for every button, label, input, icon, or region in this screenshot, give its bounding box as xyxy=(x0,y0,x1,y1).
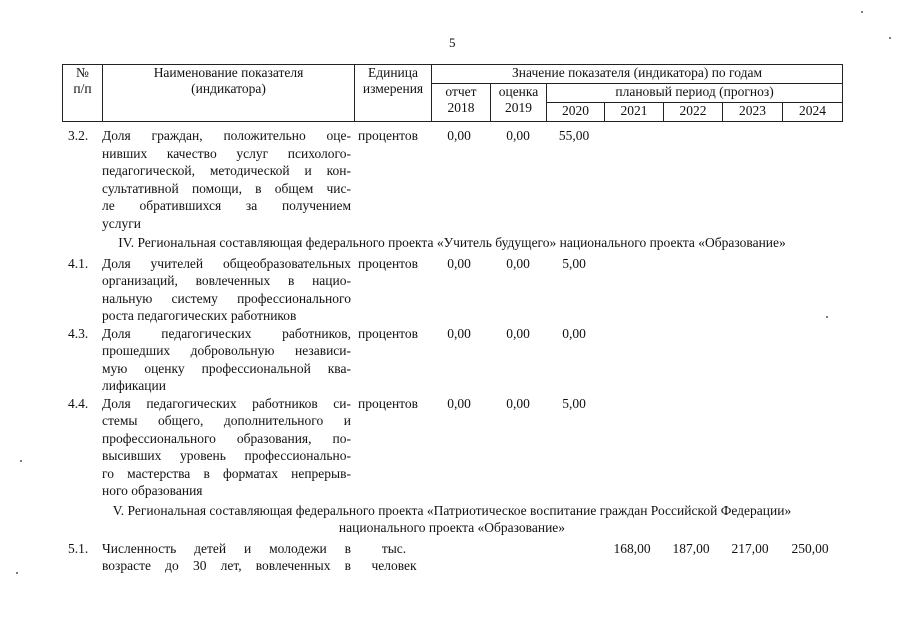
indicator-name xyxy=(102,255,351,325)
indicator-name-line: Численность детей и молодежи в xyxy=(102,540,351,556)
value-2023: 217,00 xyxy=(731,540,769,556)
indicator-table-header xyxy=(62,64,843,122)
indicator-row xyxy=(62,127,842,232)
value-2020: 55,00 xyxy=(558,128,590,143)
row-number: 5.1. xyxy=(68,540,89,556)
header-year: 2024 xyxy=(783,103,843,122)
page-number: 5 xyxy=(449,35,456,50)
header-report: отчет 2018 xyxy=(432,84,491,122)
header-year: 2021 xyxy=(605,103,664,122)
section-heading xyxy=(62,500,842,540)
scan-speck xyxy=(20,460,22,462)
indicator-name-line: прошедших добровольную независи- xyxy=(102,343,351,358)
header-year: 2022 xyxy=(664,103,723,122)
header-indicator-name: Наименование показателя (индикатора) xyxy=(103,65,355,122)
unit-line: тыс. xyxy=(381,540,407,556)
header-values-title: Значение показателя (индикатора) по годам xyxy=(432,65,843,84)
section-heading xyxy=(62,232,842,255)
indicator-name-line: лификации xyxy=(102,378,166,393)
indicator-name-line: услуги xyxy=(102,215,141,231)
unit-of-measure xyxy=(358,255,430,273)
indicator-name-line: Доля педагогических работников си- xyxy=(102,395,351,411)
indicator-name-line: сультативной помощи, в общем чис- xyxy=(102,180,351,196)
indicator-name-line: Доля граждан, положительно оце- xyxy=(102,128,351,143)
unit-line: человек xyxy=(371,558,417,573)
indicator-name xyxy=(102,395,351,500)
indicator-row xyxy=(62,325,842,395)
header-estimate: оценка 2019 xyxy=(491,84,547,122)
value-2019: 0,00 xyxy=(506,255,530,271)
unit-of-measure xyxy=(358,127,430,145)
indicator-name-line: организаций, вовлеченных в нацио- xyxy=(102,273,351,288)
scan-speck xyxy=(16,572,18,574)
indicator-name-line: го мастерства в форматах непрерыв- xyxy=(102,465,351,481)
indicator-name xyxy=(102,325,351,395)
unit-line: процентов xyxy=(358,325,419,341)
unit-of-measure xyxy=(358,540,430,575)
scan-speck xyxy=(861,11,863,13)
row-number: 4.1. xyxy=(68,255,89,271)
indicator-name xyxy=(102,540,351,575)
value-2021: 168,00 xyxy=(613,540,651,556)
indicator-name-line: роста педагогических работников xyxy=(102,308,297,323)
row-number: 3.2. xyxy=(68,128,89,143)
value-2024: 250,00 xyxy=(791,540,829,556)
header-plan-period: плановый период (прогноз) xyxy=(547,84,843,103)
indicator-name-line: нивших качество услуг психолого- xyxy=(102,145,351,161)
unit-line: процентов xyxy=(358,395,419,411)
indicator-name-line: профессионального образования, по- xyxy=(102,430,351,446)
indicator-name-line: ного образования xyxy=(102,483,203,498)
header-number: № п/п xyxy=(63,65,103,122)
unit-line: процентов xyxy=(358,128,419,143)
indicator-name-line: Доля педагогических работников, xyxy=(102,325,351,341)
header-year: 2023 xyxy=(723,103,783,122)
row-number: 4.4. xyxy=(68,395,89,411)
section-heading-line: национального проекта «Образование» xyxy=(338,520,566,535)
value-2019: 0,00 xyxy=(506,325,530,341)
scan-speck xyxy=(826,316,828,318)
unit-line: процентов xyxy=(358,255,419,271)
header-unit: Единица измерения xyxy=(355,65,432,122)
value-2019: 0,00 xyxy=(506,128,530,143)
indicator-row xyxy=(62,255,842,325)
value-2018: 0,00 xyxy=(447,395,471,411)
header-year: 2020 xyxy=(547,103,605,122)
value-2019: 0,00 xyxy=(506,395,530,411)
value-2020: 0,00 xyxy=(562,325,586,341)
indicator-name-line: Доля учителей общеобразовательных xyxy=(102,255,351,271)
section-heading-line: IV. Региональная составляющая федерального проекта «Учитель будущего» национального проекта «Образование» xyxy=(118,235,786,250)
indicator-table-body xyxy=(62,127,842,575)
indicator-name-line: высивших уровень профессионально- xyxy=(102,448,351,463)
unit-of-measure xyxy=(358,395,430,413)
indicator-name-line: мую оценку профессиональной ква- xyxy=(102,360,351,376)
section-heading-line: V. Региональная составляющая федерального проекта «Патриотическое воспитание граждан Российской Федерации» xyxy=(112,502,792,518)
unit-of-measure xyxy=(358,325,430,343)
indicator-name-line: педагогической, методической и кон- xyxy=(102,163,351,178)
indicator-name-line: ле обратившихся за получением xyxy=(102,198,351,213)
value-2022: 187,00 xyxy=(672,540,710,556)
indicator-name-line: нальную систему профессионального xyxy=(102,290,351,306)
indicator-name-line: стемы общего, дополнительного и xyxy=(102,413,351,428)
row-number: 4.3. xyxy=(68,325,89,341)
value-2018: 0,00 xyxy=(447,255,471,271)
value-2018: 0,00 xyxy=(447,325,471,341)
indicator-row xyxy=(62,540,842,575)
value-2020: 5,00 xyxy=(562,255,586,271)
indicator-row xyxy=(62,395,842,500)
value-2018: 0,00 xyxy=(447,128,471,143)
indicator-name xyxy=(102,127,351,232)
indicator-name-line: возрасте до 30 лет, вовлеченных в xyxy=(102,558,351,573)
value-2020: 5,00 xyxy=(562,395,586,411)
scan-speck xyxy=(889,37,891,39)
